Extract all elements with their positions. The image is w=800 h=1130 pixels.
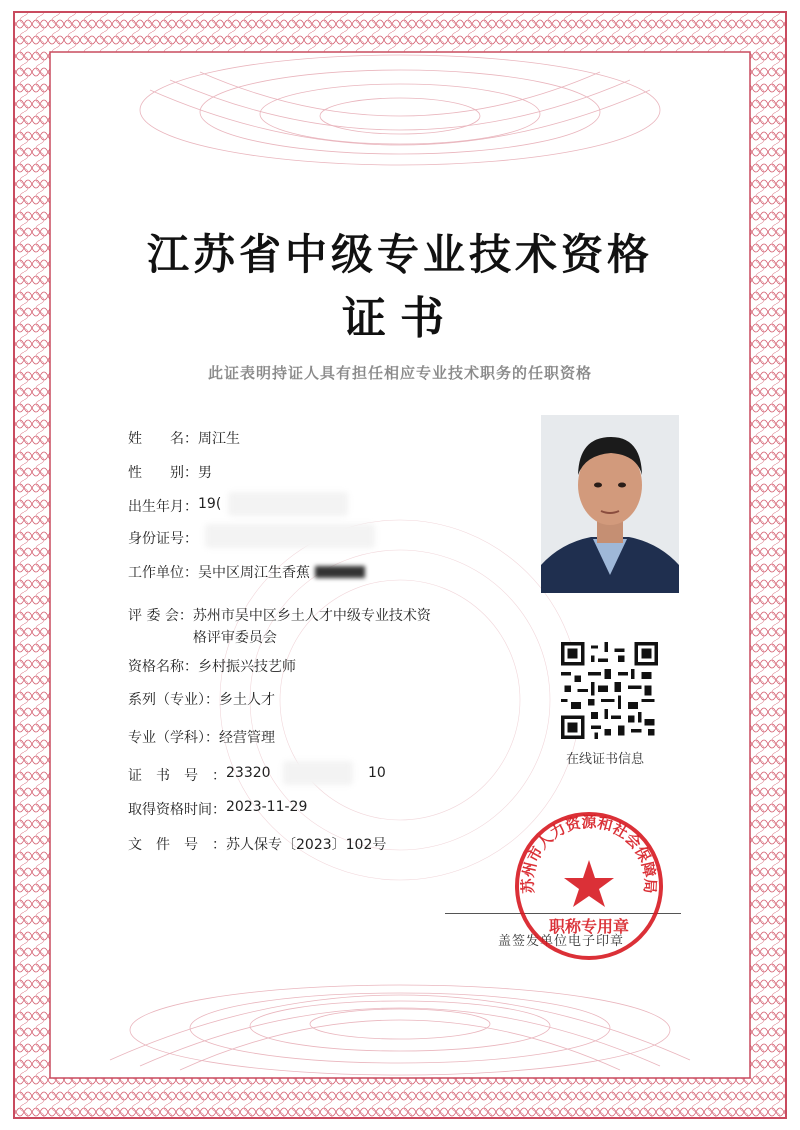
field-value: 19( bbox=[198, 496, 222, 512]
field-gender bbox=[128, 462, 212, 482]
certificate-subtitle: 此证表明持证人具有担任相应专业技术职务的任职资格 bbox=[207, 364, 592, 382]
field-document-number bbox=[128, 834, 386, 854]
official-seal-stamp bbox=[511, 808, 667, 964]
field-value: 经营管理 bbox=[219, 730, 275, 746]
field-issue-date bbox=[128, 799, 307, 819]
field-label: 工作单位： bbox=[128, 565, 198, 581]
redaction-blur bbox=[228, 492, 348, 516]
field-label: 姓 名： bbox=[128, 431, 198, 447]
field-birth-date bbox=[128, 496, 221, 516]
field-employer bbox=[128, 562, 310, 582]
field-label: 专业（学科）： bbox=[128, 730, 219, 746]
redaction-mark bbox=[315, 566, 365, 578]
field-committee bbox=[128, 605, 433, 649]
field-value: 2023-11-29 bbox=[226, 799, 308, 815]
field-series bbox=[128, 689, 275, 709]
field-value: 乡土人才 bbox=[219, 692, 275, 708]
qr-caption: 在线证书信息 bbox=[566, 752, 645, 767]
field-label: 取得资格时间： bbox=[128, 802, 226, 818]
field-label: 身份证号： bbox=[128, 531, 198, 547]
field-certificate-number bbox=[128, 765, 271, 785]
field-label: 性 别： bbox=[128, 465, 198, 481]
field-label: 评 委 会： bbox=[128, 608, 193, 624]
certificate-title-line2: 证书 bbox=[342, 293, 458, 344]
certificate-title: 江苏省中级专业技术资格 bbox=[146, 230, 653, 279]
field-value: 23320 bbox=[226, 765, 271, 781]
redaction-blur bbox=[283, 761, 353, 785]
field-value: 吴中区周江生香蕉 bbox=[198, 565, 310, 581]
field-label: 资格名称： bbox=[128, 659, 198, 675]
field-value: 周江生 bbox=[198, 431, 240, 447]
field-label: 证 书 号 ： bbox=[128, 768, 226, 784]
field-label: 出生年月： bbox=[128, 499, 198, 515]
seal-ring-text: 苏州市人力资源和社会保障局 bbox=[518, 813, 660, 894]
holder-photo bbox=[541, 415, 679, 593]
field-discipline bbox=[128, 727, 275, 747]
signature-caption: 盖签发单位电子印章 bbox=[498, 934, 625, 949]
field-name bbox=[128, 428, 240, 448]
qr-code bbox=[561, 642, 658, 739]
redaction-blur bbox=[205, 524, 375, 548]
certificate-number-tail: 10 bbox=[368, 765, 386, 781]
field-value: 男 bbox=[198, 465, 212, 481]
field-value: 苏人保专〔2023〕102号 bbox=[226, 837, 387, 853]
field-id-number bbox=[128, 528, 198, 548]
field-value: 苏州市吴中区乡土人才中级专业技术资格评审委员会 bbox=[192, 608, 431, 646]
field-label: 系列（专业）： bbox=[128, 692, 219, 708]
field-label: 文 件 号 ： bbox=[128, 837, 226, 853]
seal-center-text: 职称专用章 bbox=[548, 917, 630, 936]
field-value: 乡村振兴技艺师 bbox=[198, 659, 296, 675]
field-qualification bbox=[128, 656, 296, 676]
